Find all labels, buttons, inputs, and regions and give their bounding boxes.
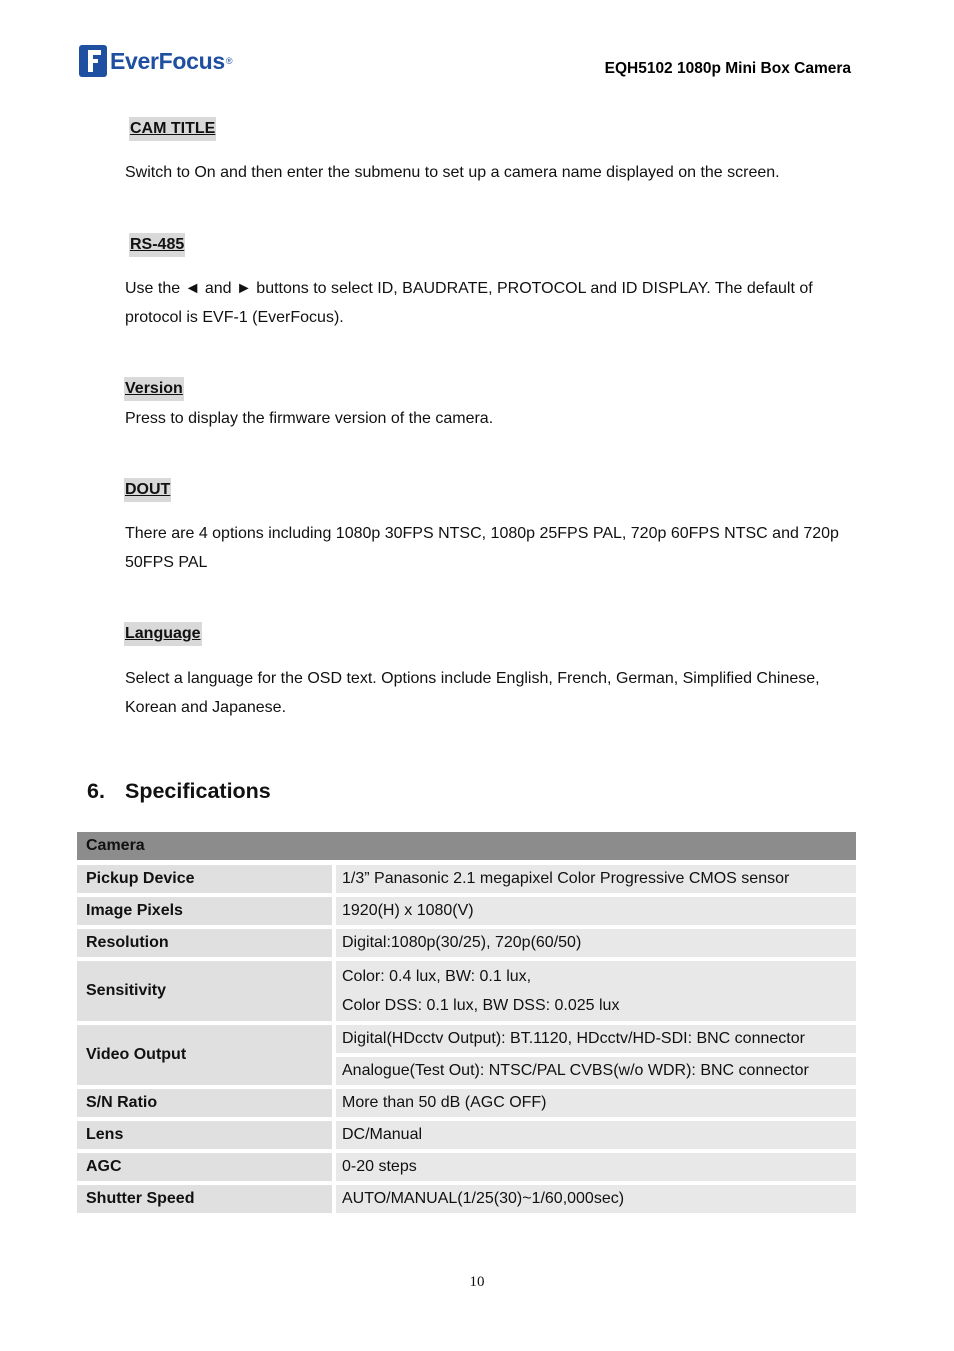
section-body-language: Select a language for the OSD text. Options include English, French, German, Simplified Chinese, Korean and Japanese. (125, 670, 820, 716)
row-label: Video Output (77, 1025, 332, 1085)
everfocus-logo (79, 44, 233, 78)
table-header: Camera (77, 832, 856, 860)
row-label: Sensitivity (77, 961, 332, 1021)
specifications-heading (87, 779, 271, 804)
row-label: AGC (77, 1153, 332, 1181)
row-label: S/N Ratio (77, 1089, 332, 1117)
product-title: EQH5102 1080p Mini Box Camera (604, 60, 851, 77)
spec-table (77, 832, 856, 1217)
table-row (77, 929, 856, 957)
row-value: DC/Manual (336, 1121, 856, 1149)
logo-text: EverFocus (110, 47, 225, 74)
row-label: Image Pixels (77, 897, 332, 925)
section-title-rs485: RS-485 (129, 233, 185, 257)
row-label: Shutter Speed (77, 1185, 332, 1213)
table-row (77, 1185, 856, 1213)
section-body-cam-title: Switch to On and then enter the submenu to set up a camera name displayed on the screen. (125, 164, 780, 181)
registered-mark: ® (225, 56, 233, 66)
table-row (77, 1121, 856, 1149)
section-body-dout: There are 4 options including 1080p 30FPS NTSC, 1080p 25FPS PAL, 720p 60FPS NTSC and 720p 50FPS PAL (125, 525, 857, 571)
table-row (77, 1025, 856, 1085)
page-number: 10 (469, 1274, 485, 1290)
row-value: More than 50 dB (AGC OFF) (336, 1089, 856, 1117)
row-label: Resolution (77, 929, 332, 957)
row-label: Lens (77, 1121, 332, 1149)
heading-text: Specifications (125, 779, 271, 803)
table-row (77, 897, 856, 925)
section-body-rs485: Use the ◄ and ► buttons to select ID, BAUDRATE, PROTOCOL and ID DISPLAY. The default of protocol is EVF-1 (EverFocus). (125, 280, 813, 326)
row-value: 0-20 steps (336, 1153, 856, 1181)
table-row (77, 1153, 856, 1181)
section-title-language: Language (124, 622, 202, 646)
row-value: 1920(H) x 1080(V) (336, 897, 856, 925)
section-title-version: Version (124, 377, 184, 401)
row-value: Digital:1080p(30/25), 720p(60/50) (336, 929, 856, 957)
table-row (77, 865, 856, 893)
section-title-cam-title: CAM TITLE (129, 117, 216, 141)
everfocus-logo-icon (79, 45, 107, 77)
row-label: Pickup Device (77, 865, 332, 893)
table-row (77, 1089, 856, 1117)
heading-number: 6. (87, 779, 105, 803)
row-value: 1/3” Panasonic 2.1 megapixel Color Progressive CMOS sensor (336, 865, 856, 893)
section-title-dout: DOUT (124, 478, 171, 502)
row-value: AUTO/MANUAL(1/25(30)~1/60,000sec) (336, 1185, 856, 1213)
table-row (77, 961, 856, 1021)
row-value: Digital(HDcctv Output): BT.1120, HDcctv/HD-SDI: BNC connector (336, 1025, 856, 1053)
row-value: Color: 0.4 lux, BW: 0.1 lux, Color DSS: 0.1 lux, BW DSS: 0.025 lux (336, 961, 856, 1021)
row-value: Analogue(Test Out): NTSC/PAL CVBS(w/o WDR): BNC connector (336, 1057, 856, 1085)
section-body-version: Press to display the firmware version of the camera. (125, 410, 494, 427)
